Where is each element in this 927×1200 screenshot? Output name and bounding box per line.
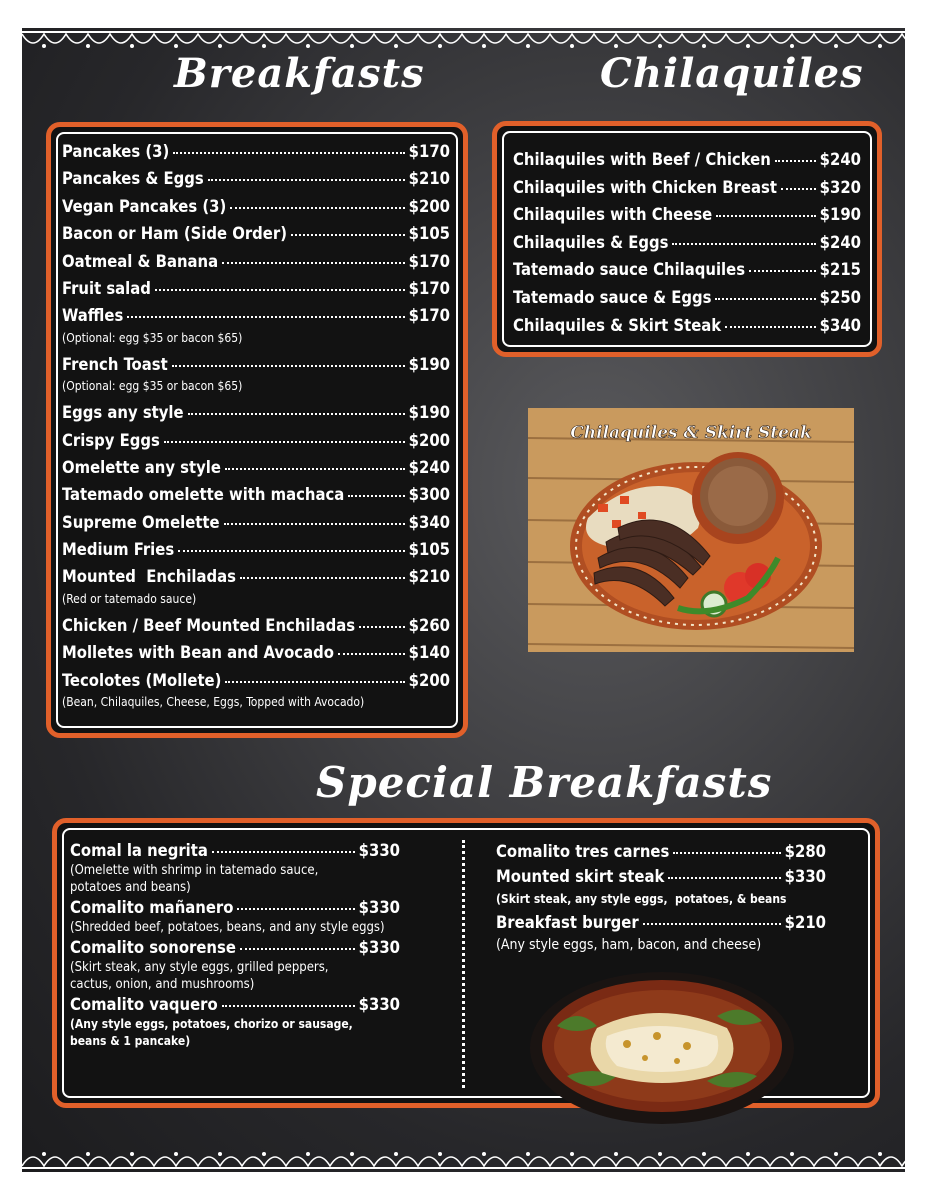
special-right-list	[496, 839, 826, 956]
chilaquiles-title: Chilaquiles	[600, 50, 864, 97]
menu-item: Chilaquiles with Beef / Chicken $240	[513, 150, 861, 169]
menu-item: Eggs any style $190	[62, 403, 450, 423]
menu-item: Vegan Pancakes (3) $200	[62, 196, 450, 216]
menu-item: Comalito mañanero $330	[70, 898, 400, 917]
menu-item: Comalito tres carnes $280	[496, 842, 826, 861]
menu-item: Breakfast burger $210	[496, 913, 826, 932]
menu-item: Pancakes & Eggs $210	[62, 169, 450, 189]
menu-item-note: (Red or tatemado sauce)	[62, 591, 197, 606]
menu-item: Tatemado sauce & Eggs $250	[513, 287, 861, 307]
photo-caption: Chilaquiles & Skirt Steak	[570, 423, 812, 443]
column-divider	[462, 840, 465, 1088]
menu-item: Waffles $170	[62, 306, 450, 326]
menu-item: Chilaquiles with Chicken Breast $320	[513, 177, 861, 197]
menu-item: Tecolotes (Mollete) $200	[62, 670, 450, 690]
menu-item-note: (Skirt steak, any style eggs, grilled peppers, cactus, onion, and mushrooms)	[70, 960, 329, 992]
menu-item: Tatemado sauce Chilaquiles $215	[513, 260, 861, 280]
special-breakfasts-title: Special Breakfasts	[316, 758, 773, 807]
menu-item: Crispy Eggs $200	[62, 430, 450, 450]
menu-item: Mounted Enchiladas $210	[62, 567, 450, 587]
menu-item: Chilaquiles with Cheese $190	[513, 205, 861, 225]
menu-item-note: (Omelette with shrimp in tatemado sauce, potatoes and beans)	[70, 863, 319, 895]
comalito-dish-photo	[527, 966, 797, 1126]
menu-item-note: (Any style eggs, ham, bacon, and cheese)	[496, 937, 762, 953]
menu-item: Omelette any style $240	[62, 457, 450, 477]
chalkboard-menu	[22, 28, 905, 1172]
menu-item-note: (Optional: egg $35 or bacon $65)	[62, 379, 243, 394]
menu-item: Pancakes (3) $170	[62, 142, 450, 161]
menu-item-note: (Skirt steak, any style eggs, potatoes, & beans	[496, 892, 787, 906]
chilaquiles-list	[513, 146, 861, 339]
menu-item: Mounted skirt steak $330	[496, 867, 826, 886]
menu-item: Chilaquiles & Eggs $240	[513, 232, 861, 252]
menu-item-note: (Bean, Chilaquiles, Cheese, Eggs, Topped with Avocado)	[62, 695, 365, 710]
menu-item: Supreme Omelette $340	[62, 512, 450, 532]
menu-item: Chilaquiles & Skirt Steak $340	[513, 315, 861, 335]
menu-item-note: (Shredded beef, potatoes, beans, and any style eggs)	[70, 920, 385, 935]
breakfasts-title: Breakfasts	[174, 50, 425, 97]
menu-item-note: (Optional: egg $35 or bacon $65)	[62, 330, 243, 345]
menu-item: Oatmeal & Banana $170	[62, 251, 450, 271]
menu-item: Comalito vaquero $330	[70, 995, 400, 1014]
special-left-list	[70, 839, 400, 1050]
menu-item-note: (Any style eggs, potatoes, chorizo or sausage, beans & 1 pancake)	[70, 1017, 353, 1048]
menu-item: Tatemado omelette with machaca $300	[62, 485, 450, 505]
menu-item: French Toast $190	[62, 354, 450, 374]
chilaquiles-skirt-steak-photo	[528, 408, 854, 652]
menu-item: Fruit salad $170	[62, 278, 450, 298]
menu-item: Molletes with Bean and Avocado $140	[62, 643, 450, 663]
menu-item: Medium Fries $105	[62, 540, 450, 560]
menu-item: Chicken / Beef Mounted Enchiladas $260	[62, 615, 450, 635]
menu-item: Comal la negrita $330	[70, 841, 400, 860]
menu-item: Comalito sonorense $330	[70, 938, 400, 957]
breakfasts-list	[62, 138, 450, 715]
lace-border-bottom	[22, 1144, 905, 1172]
menu-item: Bacon or Ham (Side Order) $105	[62, 224, 450, 244]
